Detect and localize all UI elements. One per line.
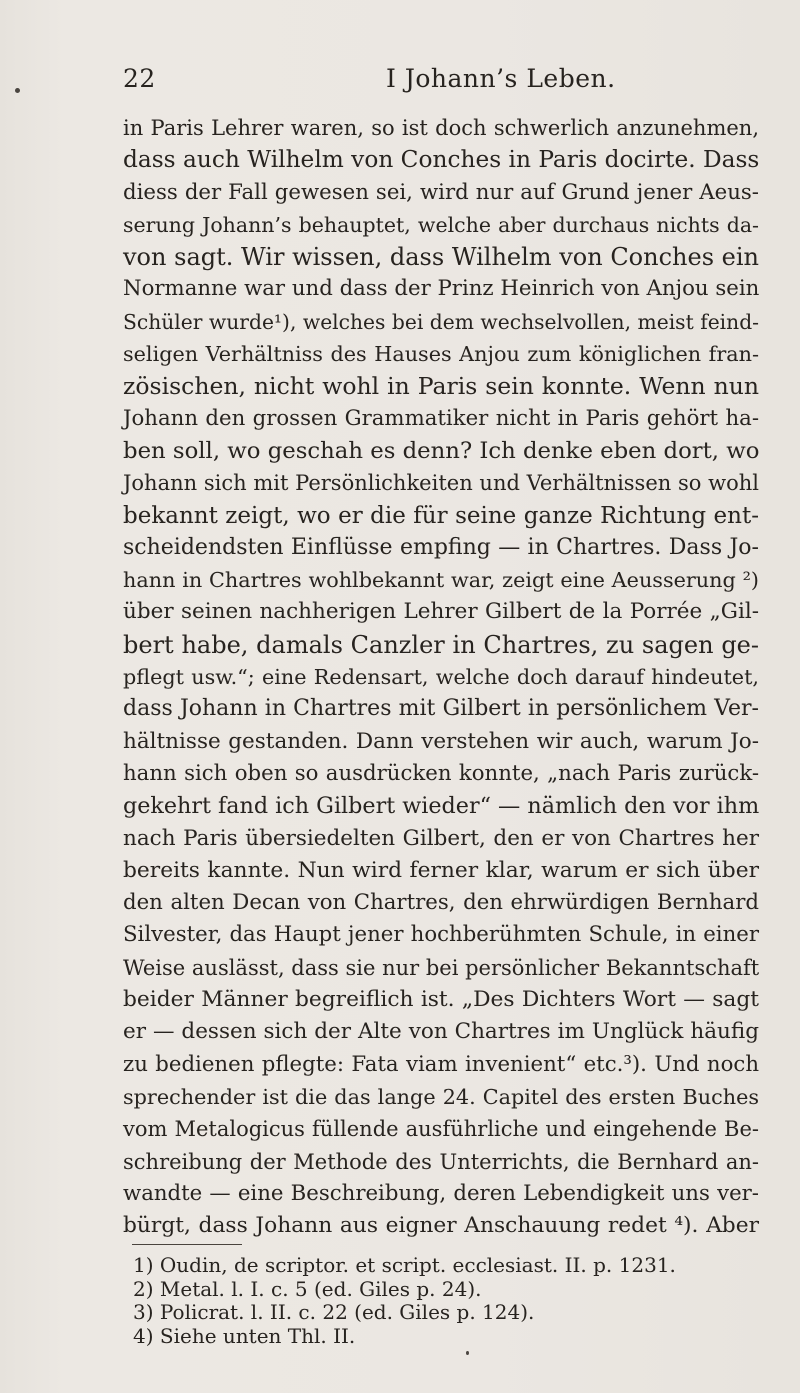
text-line: bert habe, damals Canzler in Chartres, zu sagen ge- [123,630,759,659]
footnotes [133,1254,693,1348]
footnote: 4) Siehe unten Thl. II. [133,1323,356,1348]
text-line: Silvester, das Haupt jener hochberühmten Schule, in einer [123,922,759,948]
text-line: bekannt zeigt, wo er die für seine ganze Richtung ent- [123,502,759,529]
text-line: hann in Chartres wohlbekannt war, zeigt eine Aeusserung ²) [123,568,759,593]
text-line: Johann sich mit Persönlichkeiten und Verhältnissen so wohl [123,471,759,496]
text-line: seligen Verhältniss des Hauses Anjou zum königlichen fran- [123,342,759,367]
text-line: dass Johann in Chartres mit Gilbert in persönlichem Ver- [123,696,759,722]
text-line: in Paris Lehrer waren, so ist doch schwerlich anzunehmen, [123,116,759,140]
text-line: wandte — eine Beschreibung, deren Lebendigkeit uns ver- [123,1180,759,1206]
footnote: 3) Policrat. l. II. c. 22 (ed. Giles p. 124). [133,1300,535,1324]
text-line: zösischen, nicht wohl in Paris sein konnte. Wenn nun [123,372,759,401]
text-line: hältnisse gestanden. Dann verstehen wir auch, warum Jo- [123,728,759,754]
text-line: nach Paris übersiedelten Gilbert, den er von Chartres her [123,825,759,851]
text-line: bürgt, dass Johann aus eigner Anschauung redet ⁴). Aber [123,1213,759,1239]
paper-speck [466,1351,469,1355]
text-line: er — dessen sich der Alte von Chartres im Unglück häufig [123,1019,759,1045]
text-line: über seinen nachherigen Lehrer Gilbert de la Porrée „Gil- [123,599,759,625]
text-line: scheidendsten Einflüsse empfing — in Chartres. Dass Jo- [123,534,759,560]
text-line: zu bedienen pflegte: Fata viam invenient“ etc.³). Und noch [123,1051,759,1077]
text-line: dass auch Wilhelm von Conches in Paris docirte. Dass [123,146,760,174]
text-line: hann sich oben so ausdrücken konnte, „nach Paris zurück- [123,760,759,786]
text-line: bereits kannte. Nun wird ferner klar, warum er sich über [123,857,759,883]
body-text [123,112,759,1242]
footnote-divider [132,1244,242,1245]
text-line: von sagt. Wir wissen, dass Wilhelm von Conches ein [123,243,759,272]
paper-speck [15,88,20,93]
running-title: I Johann’s Leben. [386,64,616,93]
text-line: sprechender ist die das lange 24. Capitel des ersten Buches [123,1084,759,1109]
text-line: diess der Fall gewesen sei, wird nur auf Grund jener Aeus- [123,179,759,205]
text-line: schreibung der Methode des Unterrichts, die Bernhard an- [123,1149,759,1174]
page-number: 22 [123,64,156,93]
text-line: ben soll, wo geschah es denn? Ich denke eben dort, wo [123,437,760,464]
text-line: Normanne war und dass der Prinz Heinrich von Anjou sein [123,276,760,302]
footnote: 2) Metal. l. I. c. 5 (ed. Giles p. 24). [133,1276,482,1301]
text-line: Johann den grossen Grammatiker nicht in Paris gehört ha- [123,405,759,431]
text-line: Schüler wurde¹), welches bei dem wechselvollen, meist feind- [123,309,759,334]
page-header [123,64,683,104]
text-line: Weise auslässt, dass sie nur bei persönlicher Bekanntschaft [123,955,760,980]
text-line: gekehrt fand ich Gilbert wieder“ — nämlich den vor ihm [123,793,760,820]
text-line: pflegt usw.“; eine Redensart, welche doch darauf hindeutet, [123,665,759,690]
text-line: den alten Decan von Chartres, den ehrwürdigen Bernhard [123,890,759,916]
text-line: vom Metalogicus füllende ausführliche und eingehende Be- [123,1117,759,1142]
text-line: serung Johann’s behauptet, welche aber durchaus nichts da- [123,212,759,237]
footnote: 1) Oudin, de scriptor. et script. ecclesiast. II. p. 1231. [133,1253,676,1277]
text-line: beider Männer begreiflich ist. „Des Dichters Wort — sagt [123,987,759,1013]
